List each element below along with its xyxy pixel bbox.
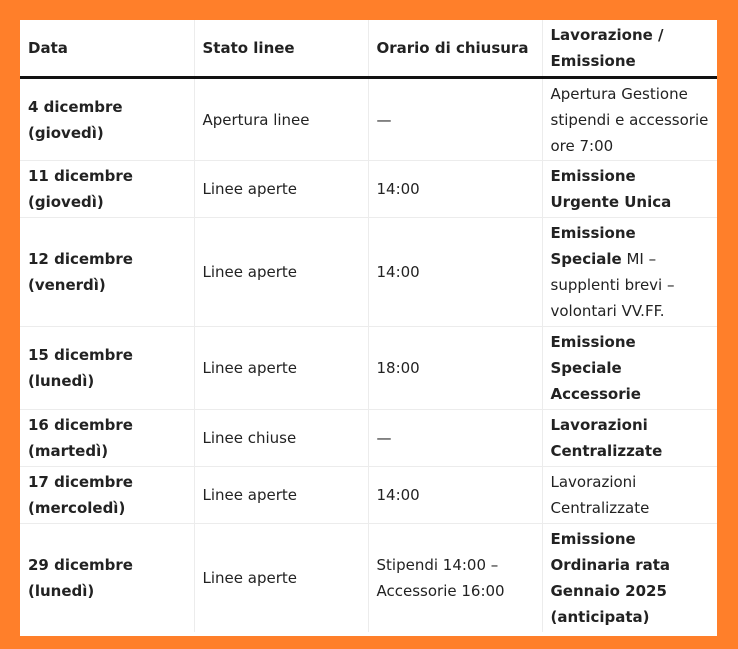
orario-text: — bbox=[376, 110, 392, 129]
lavorazione-cell bbox=[542, 327, 717, 410]
lavorazione-bold: Emissione Speciale bbox=[550, 224, 636, 268]
lavorazione-bold: Emissione Urgente Unica bbox=[550, 167, 672, 211]
schedule-table-container bbox=[20, 20, 717, 636]
orario-cell bbox=[368, 327, 542, 410]
date-day: 16 dicembre bbox=[28, 416, 133, 434]
table-row bbox=[20, 218, 717, 327]
lavorazione-cell bbox=[542, 524, 717, 633]
lavorazione-cell bbox=[542, 467, 717, 524]
stato-cell: Linee chiuse bbox=[194, 410, 368, 467]
date-day: 12 dicembre bbox=[28, 250, 133, 268]
date-weekday: (giovedì) bbox=[28, 193, 104, 211]
header-lavorazione-emissione: Lavorazione / Emissione bbox=[542, 20, 717, 78]
orario-text: — bbox=[376, 429, 392, 447]
table-row bbox=[20, 410, 717, 467]
date-weekday: (mercoledì) bbox=[28, 499, 126, 517]
orario-text: 14:00 bbox=[376, 180, 420, 198]
date-cell bbox=[20, 410, 194, 467]
date-weekday: (lunedì) bbox=[28, 372, 95, 390]
date-day: 17 dicembre bbox=[28, 473, 133, 491]
stato-cell: Linee aperte bbox=[194, 524, 368, 633]
table-row bbox=[20, 161, 717, 218]
header-stato-linee: Stato linee bbox=[194, 20, 368, 78]
date-day: 15 dicembre bbox=[28, 346, 133, 364]
stato-cell: Linee aperte bbox=[194, 467, 368, 524]
date-weekday: (lunedì) bbox=[28, 582, 95, 600]
orario-cell bbox=[368, 410, 542, 467]
lavorazione-text: MI – supplenti brevi – volontari VV.FF. bbox=[550, 250, 675, 320]
orario-text: Stipendi 14:00 – bbox=[376, 556, 499, 574]
lavorazione-cell bbox=[542, 410, 717, 467]
lavorazione-text: Apertura Gestione stipendi e accessorie ore 7:00 bbox=[550, 84, 709, 155]
table-row bbox=[20, 467, 717, 524]
orario-cell bbox=[368, 161, 542, 218]
table-row bbox=[20, 327, 717, 410]
date-weekday: (giovedì) bbox=[28, 123, 104, 142]
date-day: 29 dicembre bbox=[28, 556, 133, 574]
orario-text: 18:00 bbox=[376, 359, 420, 377]
date-cell bbox=[20, 161, 194, 218]
lavorazione-cell bbox=[542, 78, 717, 161]
orario-cell bbox=[368, 524, 542, 633]
stato-cell: Apertura linee bbox=[194, 78, 368, 161]
date-cell bbox=[20, 467, 194, 524]
date-day: 11 dicembre bbox=[28, 167, 133, 185]
stato-cell: Linee aperte bbox=[194, 327, 368, 410]
date-weekday: (martedì) bbox=[28, 442, 109, 460]
orario-text: 14:00 bbox=[376, 263, 420, 281]
stato-cell: Linee aperte bbox=[194, 218, 368, 327]
table-row bbox=[20, 78, 717, 161]
lavorazione-cell bbox=[542, 161, 717, 218]
date-cell bbox=[20, 327, 194, 410]
lavorazione-bold: Emissione Speciale Accessorie bbox=[550, 333, 641, 403]
date-weekday: (venerdì) bbox=[28, 276, 106, 294]
date-cell bbox=[20, 78, 194, 161]
lavorazione-bold: Lavorazioni Centralizzate bbox=[550, 416, 663, 460]
date-day: 4 dicembre bbox=[28, 97, 123, 116]
table-header-row bbox=[20, 20, 717, 78]
table-row bbox=[20, 524, 717, 633]
schedule-table bbox=[20, 20, 717, 632]
lavorazione-cell bbox=[542, 218, 717, 327]
date-cell bbox=[20, 524, 194, 633]
header-data: Data bbox=[20, 20, 194, 78]
stato-cell: Linee aperte bbox=[194, 161, 368, 218]
header-orario-chiusura: Orario di chiusura bbox=[368, 20, 542, 78]
orario-text: 14:00 bbox=[376, 486, 420, 504]
orario-text: Accessorie 16:00 bbox=[376, 582, 505, 600]
orario-cell bbox=[368, 218, 542, 327]
date-cell bbox=[20, 218, 194, 327]
orario-cell bbox=[368, 78, 542, 161]
lavorazione-bold: Emissione Ordinaria rata Gennaio 2025 (anticipata) bbox=[550, 530, 671, 626]
lavorazione-text: Lavorazioni Centralizzate bbox=[550, 473, 650, 517]
orario-cell bbox=[368, 467, 542, 524]
